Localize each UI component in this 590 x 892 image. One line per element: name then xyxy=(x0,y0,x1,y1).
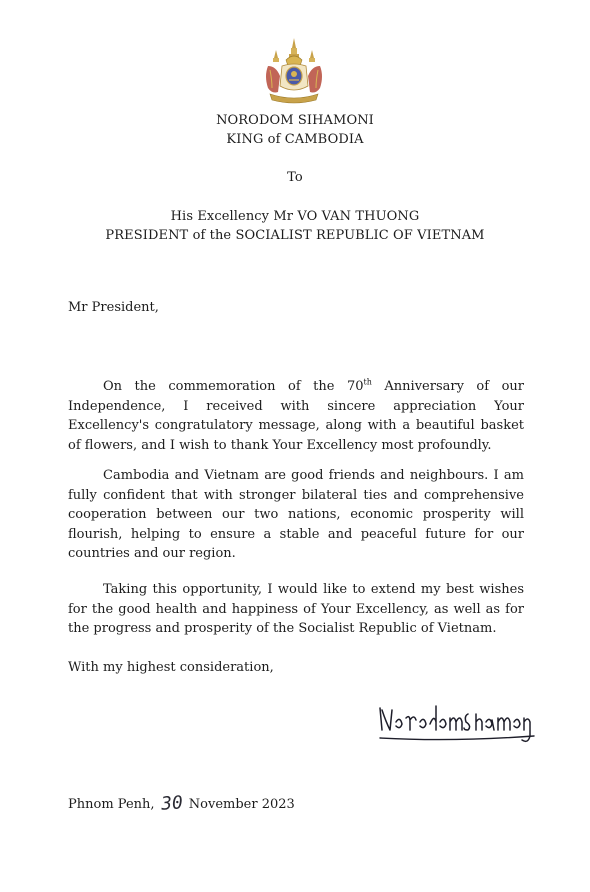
closing-line: With my highest consideration, xyxy=(68,660,274,675)
recipient-name: His Excellency Mr VO VAN THUONG xyxy=(170,209,420,224)
recipient-title: PRESIDENT of the SOCIALIST REPUBLIC OF VIETNAM xyxy=(105,228,485,243)
sender-name: NORODOM SIHAMONI xyxy=(216,113,374,128)
date-line xyxy=(68,792,295,813)
to-label: To xyxy=(287,170,303,185)
paragraph-1 xyxy=(68,377,524,455)
paragraph-1-start: On the commemoration of the 70 xyxy=(103,379,364,394)
paragraph-2: Cambodia and Vietnam are good friends and neighbours. I am fully confident that with stronger bilateral ties and comprehensive cooperation between our two nations, economic prosperity will flourish, helping to ensure a stable and peaceful future for our countries and our region. xyxy=(68,468,524,562)
handwritten-signature xyxy=(372,700,542,748)
ordinal-suffix: th xyxy=(363,377,372,387)
sender-title: KING of CAMBODIA xyxy=(226,132,364,147)
paragraph-3: Taking this opportunity, I would like to extend my best wishes for the good health and happiness of Your Excellency, as well as for the progress and prosperity of the Socialist Republic of Vietnam. xyxy=(68,582,524,637)
paragraph-1-rest: Anniversary of our Independence, I received with sincere appreciation Your Excellency's congratulatory message, along with a beautiful basket of flowers, and I wish to thank Your Excellency most profoundly. xyxy=(68,379,524,453)
date-day-handwritten: 30 xyxy=(160,792,184,815)
royal-coat-of-arms-icon xyxy=(258,36,330,108)
date-place: Phnom Penh, xyxy=(68,797,155,812)
salutation: Mr President, xyxy=(68,300,159,315)
date-month-year: November 2023 xyxy=(188,797,295,812)
